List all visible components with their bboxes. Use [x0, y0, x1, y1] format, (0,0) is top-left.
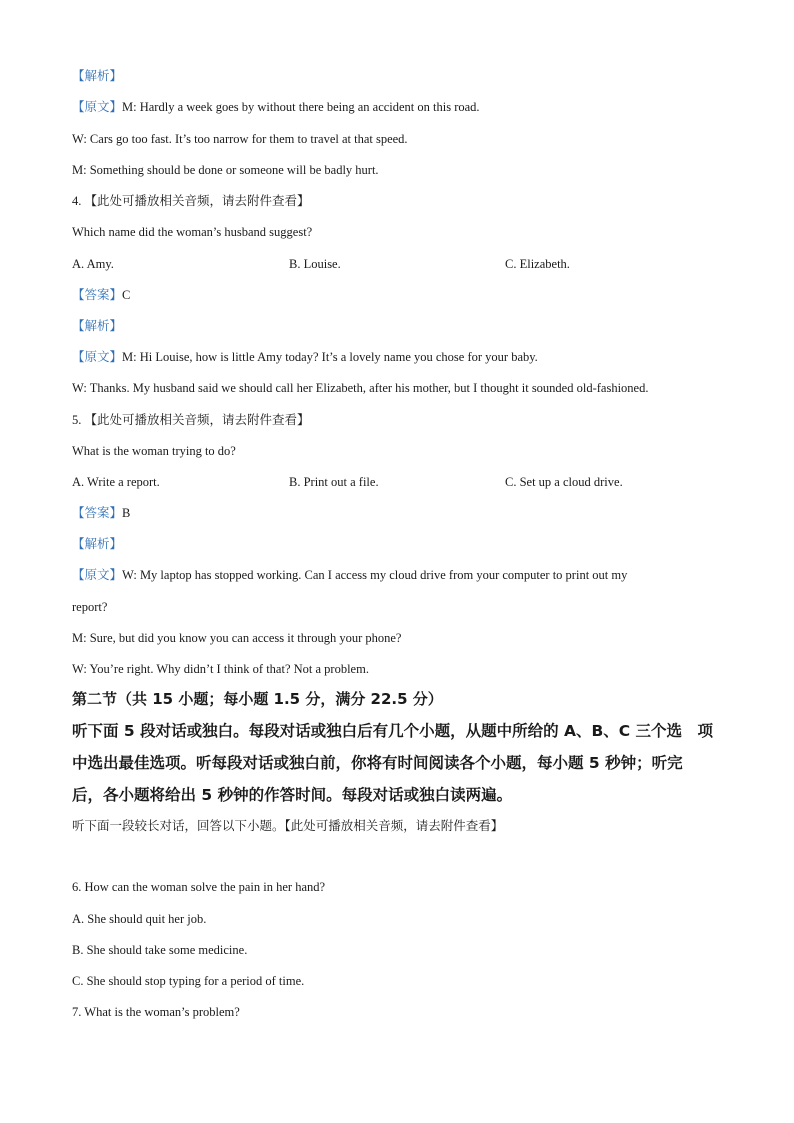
transcript-tag: 【原文】 — [72, 568, 123, 582]
q5-answer — [72, 505, 130, 521]
transcript-line: W: You’re right. Why didn’t I think of that? Not a problem. — [72, 662, 369, 676]
question-5-header: 5. 【此处可播放相关音频，请去附件查看】 — [72, 413, 310, 427]
q4-option-b: B. Louise. — [289, 257, 341, 271]
instructions-line-1: 听下面 5 段对话或独白。每段对话或独白后有几个小题，从题中所给的 A、B、C 三个选 项 — [72, 722, 714, 740]
q6-option-a: A. She should quit her job. — [72, 912, 207, 926]
q4-answer — [72, 287, 130, 303]
question-5-text: What is the woman trying to do? — [72, 444, 236, 458]
transcript-tag: 【原文】 — [72, 100, 123, 114]
question-4-header: 4. 【此处可播放相关音频，请去附件查看】 — [72, 194, 310, 208]
q5-option-b: B. Print out a file. — [289, 475, 379, 489]
question-4-text: Which name did the woman’s husband suggest? — [72, 225, 313, 239]
q5-option-c: C. Set up a cloud drive. — [505, 475, 623, 489]
transcript-line — [72, 349, 538, 365]
question-6-text: 6. How can the woman solve the pain in her hand? — [72, 880, 326, 894]
answer-tag: 【答案】 — [72, 506, 123, 520]
q4-analysis-heading: 【解析】 — [72, 319, 123, 333]
q5-analysis-heading: 【解析】 — [72, 537, 123, 551]
transcript-line: W: Thanks. My husband said we should call her Elizabeth, after his mother, but I thought it sounded old-fashioned. — [72, 381, 649, 395]
q5-option-a: A. Write a report. — [72, 475, 160, 489]
transcript-line: W: Cars go too fast. It’s too narrow for them to travel at that speed. — [72, 132, 408, 146]
q6-option-b: B. She should take some medicine. — [72, 943, 248, 957]
transcript-line: report? — [72, 600, 108, 614]
analysis-heading: 【解析】 — [72, 69, 123, 83]
section-2-heading: 第二节（共 15 小题；每小题 1.5 分，满分 22.5 分） — [72, 690, 443, 708]
listen-instruction: 听下面一段较长对话，回答以下小题。【此处可播放相关音频，请去附件查看】 — [72, 818, 504, 833]
q6-option-c: C. She should stop typing for a period of time. — [72, 974, 305, 988]
instructions-line-3: 后，各小题将给出 5 秒钟的作答时间。每段对话或独白读两遍。 — [72, 786, 513, 804]
q4-option-c: C. Elizabeth. — [505, 257, 570, 271]
question-7-text: 7. What is the woman’s problem? — [72, 1005, 240, 1019]
answer-value: C — [122, 288, 131, 302]
answer-tag: 【答案】 — [72, 288, 123, 302]
q4-option-a: A. Amy. — [72, 257, 114, 271]
transcript-text: M: Hi Louise, how is little Amy today? It’s a lovely name you chose for your baby. — [122, 350, 538, 364]
transcript-line: M: Something should be done or someone will be badly hurt. — [72, 163, 379, 177]
instructions-line-2: 中选出最佳选项。听每段对话或独白前，你将有时间阅读各个小题，每小题 5 秒钟；听完 — [72, 754, 683, 772]
answer-value: B — [122, 506, 131, 520]
transcript-line — [72, 99, 480, 115]
transcript-line: M: Sure, but did you know you can access it through your phone? — [72, 631, 402, 645]
transcript-text: M: Hardly a week goes by without there being an accident on this road. — [122, 100, 480, 114]
transcript-line — [72, 567, 627, 583]
transcript-text: W: My laptop has stopped working. Can I access my cloud drive from your computer to print out my — [122, 568, 628, 582]
transcript-tag: 【原文】 — [72, 350, 123, 364]
